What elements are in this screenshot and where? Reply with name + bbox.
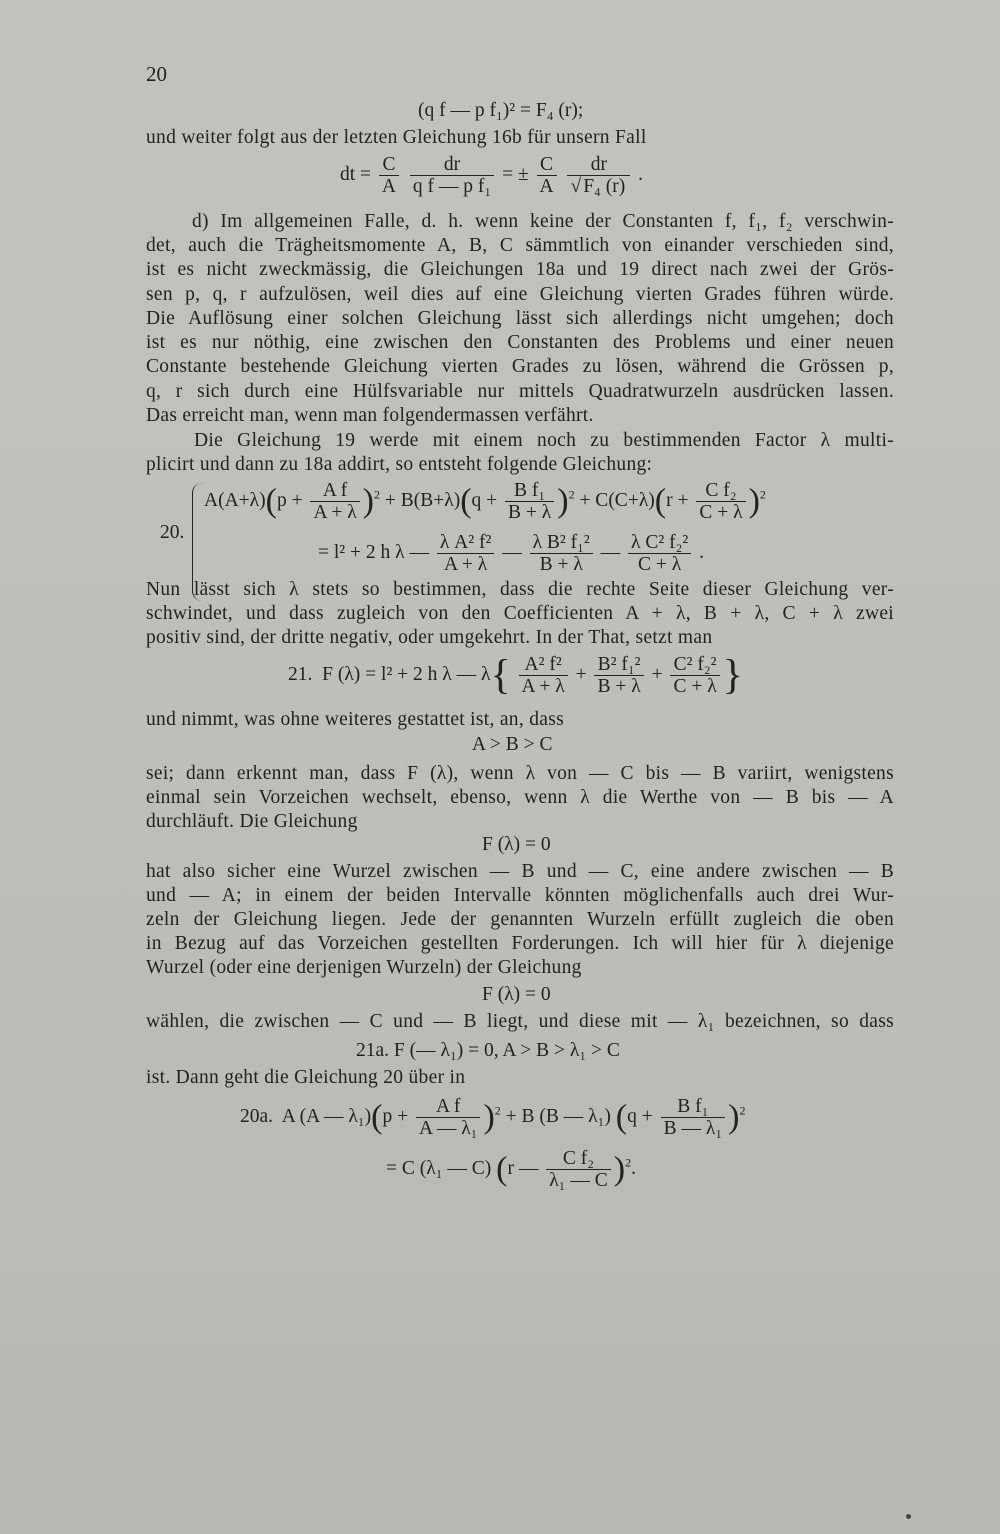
- equation-21: 21. F (λ) = l² + 2 h λ — λ{ $\frac{\text{A² f²}}{A + \lambda}$ + $\frac{\text{B² f₁²}}{B + \lambda}$ + $\frac{\text{C² f₂²}}{C + \lambda}$ }: [288, 652, 743, 699]
- equation-a-b-c: A > B > C: [472, 734, 553, 755]
- equation-20-line-2: = l² + 2 h λ — $\frac{\text{λ A² f²}}{A + \lambda}$ — $\frac{\text{λ B² f₁²}}{B + \lambda}$ — $\frac{\text{λ C² f₂²}}{C + \lambda}$ .: [318, 532, 704, 575]
- equation-20-label: 20.: [160, 522, 185, 543]
- text-line-intro: und weiter folgt aus der letzten Gleichung 16b für unsern Fall: [146, 127, 647, 148]
- page-number: 20: [146, 62, 167, 86]
- equation-f-zero-2: F (λ) = 0: [482, 984, 551, 1005]
- equation-20a-line-2: = C (λ₁ — C) (r — $\frac{\text{C f₂}}{\text{λ₁ — C}}$ )$^2$.: [386, 1148, 636, 1191]
- text-line-ist: ist. Dann geht die Gleichung 20 über in: [146, 1067, 466, 1088]
- eq-dt-mid: = ±: [502, 163, 529, 185]
- equation-top: (q f — p f₁)² = F₄ (r);: [418, 100, 584, 121]
- sqrt-sign-icon: √: [570, 176, 582, 197]
- equation-20a-line-1: 20a. A (A — λ₁)(p + $\frac{\text{A f}}{\text{A — λ₁}}$ )$^2$ + B (B — λ₁) (q + $\frac{\text{B f₁}}{\text{B — λ₁}}$ )$^2$: [240, 1096, 746, 1139]
- text-line-nimmt: und nimmt, was ohne weiteres gestattet ist, an, dass: [146, 709, 564, 730]
- eq-dt-lhs: dt =: [340, 163, 372, 185]
- equation-21a: 21a. F (— λ₁) = 0, A > B > λ₁ > C: [356, 1040, 620, 1061]
- fraction-c-a-1: $\frac{C}{A}$: [379, 154, 399, 197]
- document-page: 20 (q f — p f₁)² = F₄ (r); und weiter folgt aus der letzten Gleichung 16b für unsern Fall dt = $\frac{C}{A}$ $\frac{dr}{\text{q f — p f₁}}$ = ± $\frac{C}{A}$ $\frac{dr}{\text{√ F₄ (r)}}$ . d) Im allgemeinen Falle, d. h. wenn keine der Constanten f, f₁, f₂ verschwin- det, auch die Trägheitsmomente A, B, C sämmtlich von einander verschieden sind, ist es nicht zweckmässig, die Gleichungen 18a und 19 direct nach zwei der Grös- sen p, q, r aufzulösen, weil dies auf eine Gleichung vierten Grades führen würde. Die Auflösung einer solchen Gleichung lässt sich allerdings nicht umgehen; doch ist es nur nöthig, eine zwischen den Constanten des Problems und einer neuen Constante bestehende Gleichung vierten Grades zu lösen, während die Grössen p, q, r sich durch eine Hülfsvariable nur mittels Quadratwurzeln ausdrücken lassen. Das erreicht man, wenn man folgendermassen verfährt. Die Gleichung 19 werde mit einem noch zu bestimmenden Factor λ multi- plicirt und dann zu 18a addirt, so entsteht folgende Gleichung: 20. A(A+λ)(p + $\frac{\text{A f}}{A + \lambda}$ )$^2$ + B(B+λ)(q + $\frac{\text{B f₁}}{B + \lambda}$ )$^2$ + C(C+λ)(r + $\frac{\text{C f₂}}{C + \lambda}$ )$^2$ = l² + 2 h λ — $\frac{\text{λ A² f²}}{A + \lambda}$ — $\frac{\text{λ B² f₁²}}{B + \lambda}$ — $\frac{\text{λ C² f₂²}}{C + \lambda}$ . Nun lässt sich λ stets so bestimmen, dass die rechte Seite dieser Gleichung ver- schwindet, und dass zugleich von den Coefficienten A + λ, B + λ, C + λ zwei positiv sind, der dritte negativ, oder umgekehrt. In der That, setzt man 21. F (λ) = l² + 2 h λ — λ{ $\frac{\text{A² f²}}{A + \lambda}$ + $\frac{\text{B² f₁²}}{B + \lambda}$ + $\frac{\text{C² f₂²}}{C + \lambda}$ } und nimmt, was ohne weiteres gestattet ist, an, dass A > B > C sei; dann erkennt man, dass F (λ), wenn λ von — C bis — B variirt, wenigstens einmal sein Vorzeichen wechselt, ebenso, wenn λ die Werthe von — B bis — A durchläuft. Die Gleichung F (λ) = 0 hat also sicher eine Wurzel zwischen — B und — C, eine andere zwischen — B und — A; in einem der beiden Intervalle könnten möglichenfalls auch drei Wur- zeln der Gleichung liegen. Jede der genannten Wurzeln erfüllt zugleich die oben in Bezug auf das Vorzeichen gestellten Forderungen. Ich will hier für λ diejenige Wurzel (oder eine derjenigen Wurzeln) der Gleichung F (λ) = 0 wählen, die zwischen — C und — B liegt, und diese mit — λ₁ bezeichnen, so dass 21a. F (— λ₁) = 0, A > B > λ₁ > C ist. Dann geht die Gleichung 20 über in 20a. A (A — λ₁)(p + $\frac{\text{A f}}{\text{A — λ₁}}$ )$^2$ + B (B — λ₁) (q + $\frac{\text{B f₁}}{\text{B — λ₁}}$ )$^2$ = C (λ₁ — C) (r — $\frac{\text{C f₂}}{\text{λ₁ — C}}$ )$^2$.: [0, 0, 1000, 1534]
- equation-20-line-1: A(A+λ)(p + $\frac{\text{A f}}{A + \lambda}$ )$^2$ + B(B+λ)(q + $\frac{\text{B f₁}}{B + \lambda}$ )$^2$ + C(C+λ)(r + $\frac{\text{C f₂}}{C + \lambda}$ )$^2$: [204, 480, 766, 523]
- equation-f-zero-1: F (λ) = 0: [482, 834, 551, 855]
- text-line-waehlen: wählen, die zwischen — C und — B liegt, und diese mit — λ₁ bezeichnen, so dass: [146, 1011, 894, 1032]
- equation-dt: dt = $\frac{C}{A}$ $\frac{dr}{\text{q f — p f₁}}$ = ± $\frac{C}{A}$ $\frac{dr}{\text{√ F₄ (r)}}$ .: [340, 154, 643, 197]
- fraction-dr-2: $\frac{dr}{\text{√ F₄ (r)}}$: [567, 154, 630, 197]
- fraction-c-a-2: $\frac{C}{A}$: [537, 154, 557, 197]
- paper-speck: [906, 1514, 911, 1519]
- fraction-dr-1: $\frac{dr}{\text{q f — p f₁}}$: [410, 154, 494, 197]
